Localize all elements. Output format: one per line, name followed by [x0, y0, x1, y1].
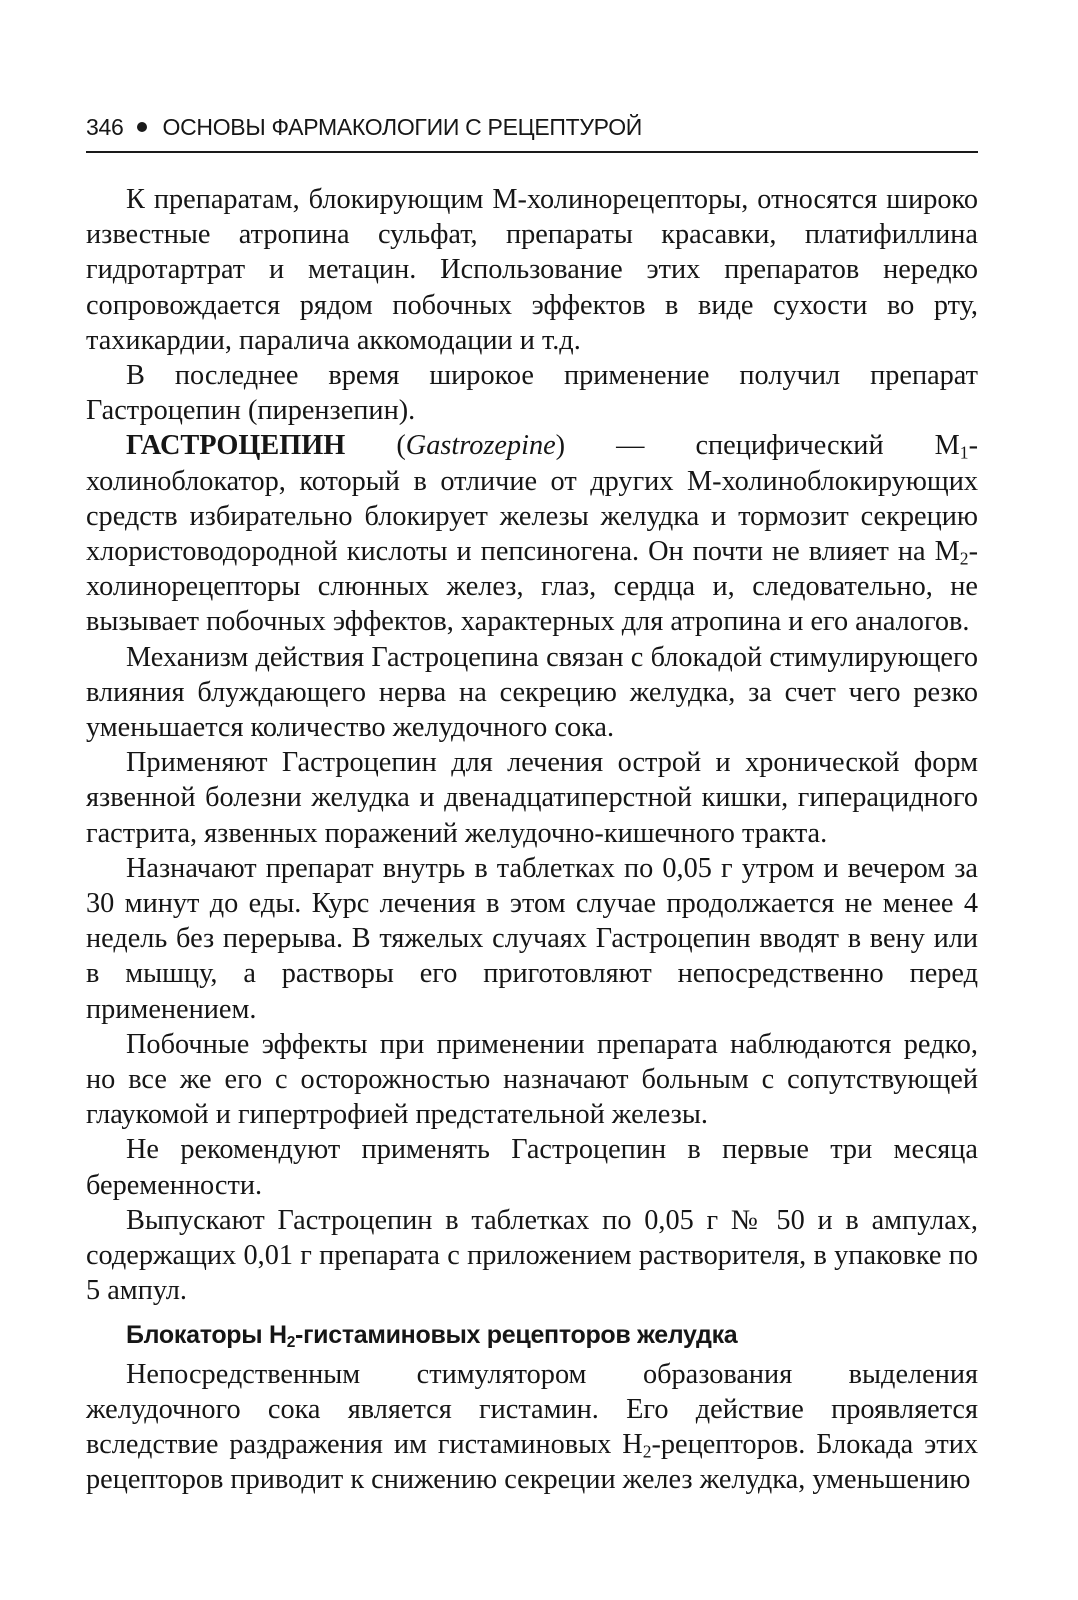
subscript: 2 — [286, 1333, 296, 1351]
paragraph: Выпускают Гастроцепин в таблетках по 0,05 г № 50 и в ампулах, содержащих 0,01 г препарата с приложением растворителя, в упаковке по 5 ампул. — [86, 1204, 978, 1307]
paragraph: Применяют Гастроцепин для лечения острой и хронической форм язвенной болезни желудка и двенадцатиперстной кишки, гиперацидного гастрита, язвенных поражений желудочно-кишечного тракта. — [86, 747, 978, 849]
text-fragment: ) — специфический М — [555, 430, 960, 462]
paren-open: ( — [345, 430, 406, 462]
text-fragment: -рецепторов. Блокада этих рецепторов приводит к снижению секреции желез желудка, уменьшению — [86, 1428, 978, 1496]
section-paragraph — [86, 1357, 978, 1498]
text-fragment: Непосредственным стимулятором образования выделения желудочного сока является гистамин. Его действие проявляется вследствие раздражения им гистаминовых H — [86, 1358, 978, 1460]
heading-fragment: Блокаторы H — [126, 1320, 287, 1349]
running-title: ОСНОВЫ ФАРМАКОЛОГИИ С РЕЦЕПТУРОЙ — [162, 114, 643, 140]
latin-name: Gastrozepine — [405, 430, 556, 462]
paragraph: В последнее время широкое применение получил препарат Гастроцепин (пирензепин). — [86, 360, 978, 427]
subscript: 1 — [959, 442, 969, 463]
subscript: 2 — [642, 1441, 652, 1462]
subscript: 2 — [959, 548, 969, 569]
text-fragment: -холиноблокатор, который в отличие от других М-холиноблокирующих средств избирательно блокирует железы желудка и тормозит секрецию хлористоводородной кислоты и пепсиногена. Он почти не влияет на М — [86, 430, 978, 568]
paragraph: Побочные эффекты при применении препарата наблюдаются редко, но все же его с осторожностью назначают больным с сопутствующей глаукомой и гипертрофией предстательной железы. — [86, 1028, 978, 1131]
page-number: 346 — [86, 114, 124, 140]
text-fragment: -холинорецепторы слюнных желез, глаз, сердца и, следовательно, не вызывает побочных эффектов, характерных для атропина и его аналогов. — [86, 536, 978, 638]
paragraph: Не рекомендуют применять Гастроцепин в первые три месяца беременности. — [86, 1134, 978, 1201]
paragraph: Механизм действия Гастроцепина связан с блокадой стимулирующего влияния блуждающего нерва на секрецию желудка, за счет чего резко уменьшается количество желудочного сока. — [86, 641, 978, 744]
main-text — [86, 182, 978, 1497]
paragraph: К препаратам, блокирующим М-холинорецепторы, относятся широко известные атропина сульфат, препараты красавки, платифиллина гидротартрат и метацин. Использование этих препаратов нередко сопровождается рядом побочных эффектов в виде сухости во рту, тахикардии, паралича аккомодации и т.д. — [86, 184, 978, 356]
paragraph: Назначают препарат внутрь в таблетках по 0,05 г утром и вечером за 30 минут до еды. Курс лечения в этом случае продолжается не менее 4 недель без перерыва. В тяжелых случаях Гастроцепин вводят в вену или в мышцу, а растворы его приготовляют непосредственно перед применением. — [86, 852, 978, 1025]
running-header — [86, 103, 978, 153]
bullet-icon — [137, 122, 147, 132]
section-heading — [86, 1313, 978, 1357]
drug-name: ГАСТРОЦЕПИН — [126, 430, 346, 462]
drug-description-paragraph — [86, 428, 978, 639]
heading-fragment: -гистаминовых рецепторов желудка — [295, 1320, 738, 1349]
